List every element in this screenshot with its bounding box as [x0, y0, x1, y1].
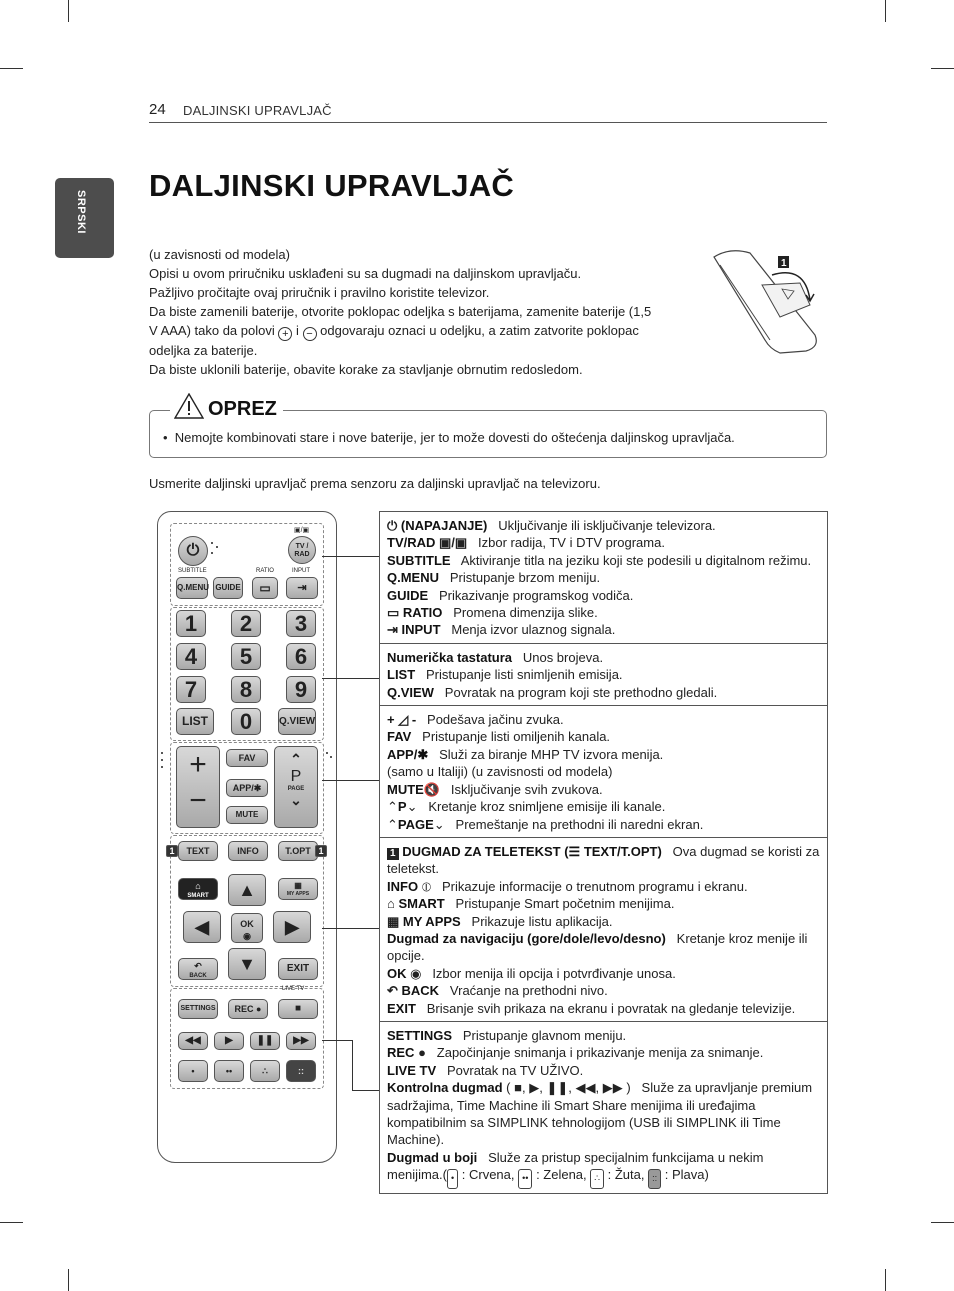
play-icon: ▶: [529, 1080, 540, 1096]
number-3-button[interactable]: 3: [286, 610, 316, 637]
red-key-icon: •: [447, 1169, 458, 1188]
info-icon: ⦶: [421, 878, 432, 894]
intro-line: Da biste zamenili baterije, otvorite poklopac odeljka s baterijama, zamenite baterije (1,5: [149, 304, 652, 319]
home-icon: ⌂: [387, 896, 399, 912]
number-6-button[interactable]: 6: [286, 643, 316, 670]
input-button[interactable]: ⇥: [286, 577, 318, 599]
plus-pole-icon: +: [278, 327, 292, 341]
ok-button[interactable]: OK ◉: [231, 913, 263, 943]
yellow-button[interactable]: ∴: [250, 1060, 280, 1082]
teletext-icon: ☰: [568, 843, 584, 859]
settings-button[interactable]: SETTINGS: [178, 999, 218, 1019]
qview-button[interactable]: Q.VIEW: [278, 708, 316, 735]
minus-pole-icon: −: [303, 327, 317, 341]
rewind-icon: ◀◀: [575, 1080, 596, 1096]
language-tab: [55, 178, 114, 258]
chevron-up-icon: ⌃: [387, 816, 398, 832]
livetv-label: LIVE TV: [282, 986, 305, 992]
battery-step-label: 1: [781, 258, 787, 269]
teletext-marker-left: 1: [166, 845, 178, 857]
page-label: PAGE: [287, 786, 305, 792]
stop-icon: ■: [514, 1080, 522, 1096]
rewind-button[interactable]: ◀◀: [178, 1032, 208, 1050]
volume-button[interactable]: + −: [176, 746, 220, 828]
leader-line: [322, 678, 379, 679]
mute-icon: 🔇: [423, 781, 441, 797]
p-label: P: [290, 768, 302, 785]
exit-button[interactable]: EXIT: [278, 958, 318, 980]
app-button[interactable]: APP/✱: [226, 779, 268, 797]
green-key-icon: ••: [518, 1169, 532, 1188]
battery-cover-illustration: [710, 245, 825, 355]
list-button[interactable]: LIST: [176, 708, 214, 735]
leader-line: [322, 1040, 352, 1041]
nav-right-button[interactable]: ▶: [273, 911, 311, 943]
ok-icon: ◉: [410, 965, 422, 981]
fast-forward-button[interactable]: ▶▶: [286, 1032, 316, 1050]
record-icon: ●: [418, 1045, 426, 1061]
chevron-down-icon: ⌄: [406, 799, 418, 815]
number-0-button[interactable]: 0: [231, 708, 261, 735]
rec-button[interactable]: REC ●: [228, 999, 268, 1019]
green-button[interactable]: ••: [214, 1060, 244, 1082]
red-button[interactable]: •: [178, 1060, 208, 1082]
number-7-button[interactable]: 7: [176, 676, 206, 703]
number-9-button[interactable]: 9: [286, 676, 316, 703]
tv-rad-icon: ▣/▣: [294, 527, 310, 534]
apps-grid-icon: ▦: [387, 913, 403, 929]
intro-line: Pažljivo pročitajte ovaj priručnik i pravilno koristite televizor.: [149, 285, 490, 300]
volume-icon: ◿: [398, 712, 409, 728]
chevron-up-icon: ⌃: [387, 799, 398, 815]
ratio-button[interactable]: ▭: [252, 577, 278, 599]
pause-icon: ❚❚: [546, 1080, 569, 1096]
channel-page-button[interactable]: ⌃ P PAGE ⌄: [274, 746, 318, 828]
qmenu-button[interactable]: Q.MENU: [176, 577, 208, 599]
power-button[interactable]: ⏻: [178, 536, 208, 566]
fast-forward-icon: ▶▶: [602, 1080, 623, 1096]
teletext-marker-right: 1: [315, 845, 327, 857]
table-row: Numerička tastatura Unos brojeva. LIST Pristupanje listi snimljenih emisija. Q.VIEW Povratak na program koji ste prethodno gledali.: [380, 644, 827, 706]
intro-text: [149, 245, 707, 379]
header-rule: [149, 122, 827, 123]
leader-line: [322, 928, 379, 929]
play-button[interactable]: ▶: [214, 1032, 244, 1050]
table-row: 1 DUGMAD ZA TELETEKST (☰ TEXT/T.OPT) Ova dugmad se koristi za teletekst. INFO ⦶ Prikazuje informacije o trenutnom programu i ekranu. ⌂ SMART Pristupanje Smart početnim menijima. ▦ MY APPS Prikazuje listu aplikacija. Dugmad za navigaciju (gore/dole/levo/desno) Kretanje kroz menije ili opcije. OK ◉ Izbor menija ili opcija i potvrđivanje unosa. ↶ BACK Vraćanje na prethodni nivo. EXIT Brisanje svih prikaza na ekranu i povratak na gledanje televizije.: [380, 838, 827, 1022]
input-icon: ⇥: [387, 622, 402, 638]
blue-button[interactable]: ::: [286, 1060, 316, 1082]
intro-line: V AAA) tako da polovi + i − odgovaraju oznaci u odeljku, a zatim zatvorite poklopac: [149, 323, 639, 340]
leader-line: [322, 780, 379, 781]
myapps-button[interactable]: ▦ MY APPS: [278, 878, 318, 900]
input-label: INPUT: [292, 568, 310, 574]
intro-line: (u zavisnosti od modela): [149, 247, 290, 262]
remote-control: [157, 511, 337, 1163]
caution-bullet: • Nemojte kombinovati stare i nove baterije, jer to može dovesti do oštećenja daljinskog upravljača.: [163, 430, 735, 445]
number-2-button[interactable]: 2: [231, 610, 261, 637]
chevron-down-icon: ⌄: [433, 816, 445, 832]
page-number: 24: [149, 101, 166, 118]
number-8-button[interactable]: 8: [231, 676, 261, 703]
intro-line: Opisi u ovom priručniku usklađeni su sa dugmadi na daljinskom upravljaču.: [149, 266, 582, 281]
page-title: DALJINSKI UPRAVLJAČ: [149, 168, 515, 203]
blue-key-icon: ::: [648, 1169, 661, 1188]
yellow-key-icon: ∴: [590, 1169, 604, 1188]
warning-icon: [174, 393, 204, 419]
nav-up-button[interactable]: ▲: [228, 874, 266, 906]
running-header: DALJINSKI UPRAVLJAČ: [183, 103, 332, 118]
language-tab-label: SRPSKI: [75, 190, 87, 234]
teletext-marker: 1: [387, 848, 399, 860]
leader-line: [322, 556, 379, 557]
back-icon: ↶: [387, 983, 402, 999]
text-button[interactable]: TEXT: [178, 841, 218, 861]
number-1-button[interactable]: 1: [176, 610, 206, 637]
aim-instruction: Usmerite daljinski upravljač prema senzoru za daljinski upravljač na televizoru.: [149, 476, 601, 491]
livetv-button[interactable]: ■: [278, 999, 318, 1019]
number-4-button[interactable]: 4: [176, 643, 206, 670]
table-row: + ◿ - Podešava jačinu zvuka. FAV Pristupanje listi omiljenih kanala. APP/✱ Služi za biranje MHP TV izvora menija. (samo u Italiji) (u zavisnosti od modela) MUTE🔇 Isključivanje svih zvukova. ⌃P⌄ Kretanje kroz snimljene emisije ili kanale. ⌃PAGE⌄ Premeštanje na prethodni ili naredni ekran.: [380, 706, 827, 838]
ratio-label: RATIO: [256, 568, 274, 574]
ratio-icon: ▭: [387, 605, 403, 621]
subtitle-label: SUBTITLE: [178, 568, 207, 574]
pause-button[interactable]: ❚❚: [250, 1032, 280, 1050]
back-button[interactable]: ↶ BACK: [178, 958, 218, 980]
number-5-button[interactable]: 5: [231, 643, 261, 670]
fav-button[interactable]: FAV: [226, 749, 268, 767]
tv-rad-button[interactable]: TV / RAD: [288, 536, 316, 564]
table-row: SETTINGS Pristupanje glavnom meniju. REC ● Započinjanje snimanja i prikazivanje menija za snimanje. LIVE TV Povratak na TV UŽIVO. Kontrolna dugmad ( ■, ▶, ❚❚, ◀◀, ▶▶ ) Služe za upravljanje premium sadržajima, Time Machine ili Smart Share menijima ili uređajima kompatibilnim sa SIMPLINK tehnologijom (USB ili SIMPLINK ili Time Machine). Dugmad u boji Služe za pristup specijalnim funkcijama u nekim menijima.( • : Crvena, •• : Zelena, ∴ : Žuta, :: : Plava): [380, 1022, 827, 1193]
mute-button[interactable]: MUTE: [226, 806, 268, 824]
nav-down-button[interactable]: ▼: [228, 948, 266, 980]
leader-line: [352, 1040, 353, 1090]
intro-line: odeljka za baterije.: [149, 343, 258, 358]
nav-left-button[interactable]: ◀: [183, 911, 221, 943]
info-button[interactable]: INFO: [228, 841, 268, 861]
button-description-table: [379, 511, 828, 1194]
topt-button[interactable]: T.OPT: [278, 841, 318, 861]
guide-button[interactable]: GUIDE: [213, 577, 243, 599]
leader-line: [352, 1090, 379, 1091]
intro-line: Da biste uklonili baterije, obavite korake za stavljanje obrnutim redosledom.: [149, 362, 583, 377]
caution-title: OPREZ: [170, 393, 283, 421]
smart-button[interactable]: ⌂ SMART: [178, 878, 218, 900]
table-row: ⏻ (NAPAJANJE) Uključivanje ili isključivanje televizora. TV/RAD ▣/▣ Izbor radija, TV i DTV programa. SUBTITLE Aktiviranje titla na jeziku koji ste podesili u digitalnom režimu. Q.MENU Pristupanje brzom meniju. GUIDE Prikazivanje programskog vodiča. ▭ RATIO Promena dimenzija slike. ⇥ INPUT Menja izvor ulaznog signala.: [380, 512, 827, 644]
